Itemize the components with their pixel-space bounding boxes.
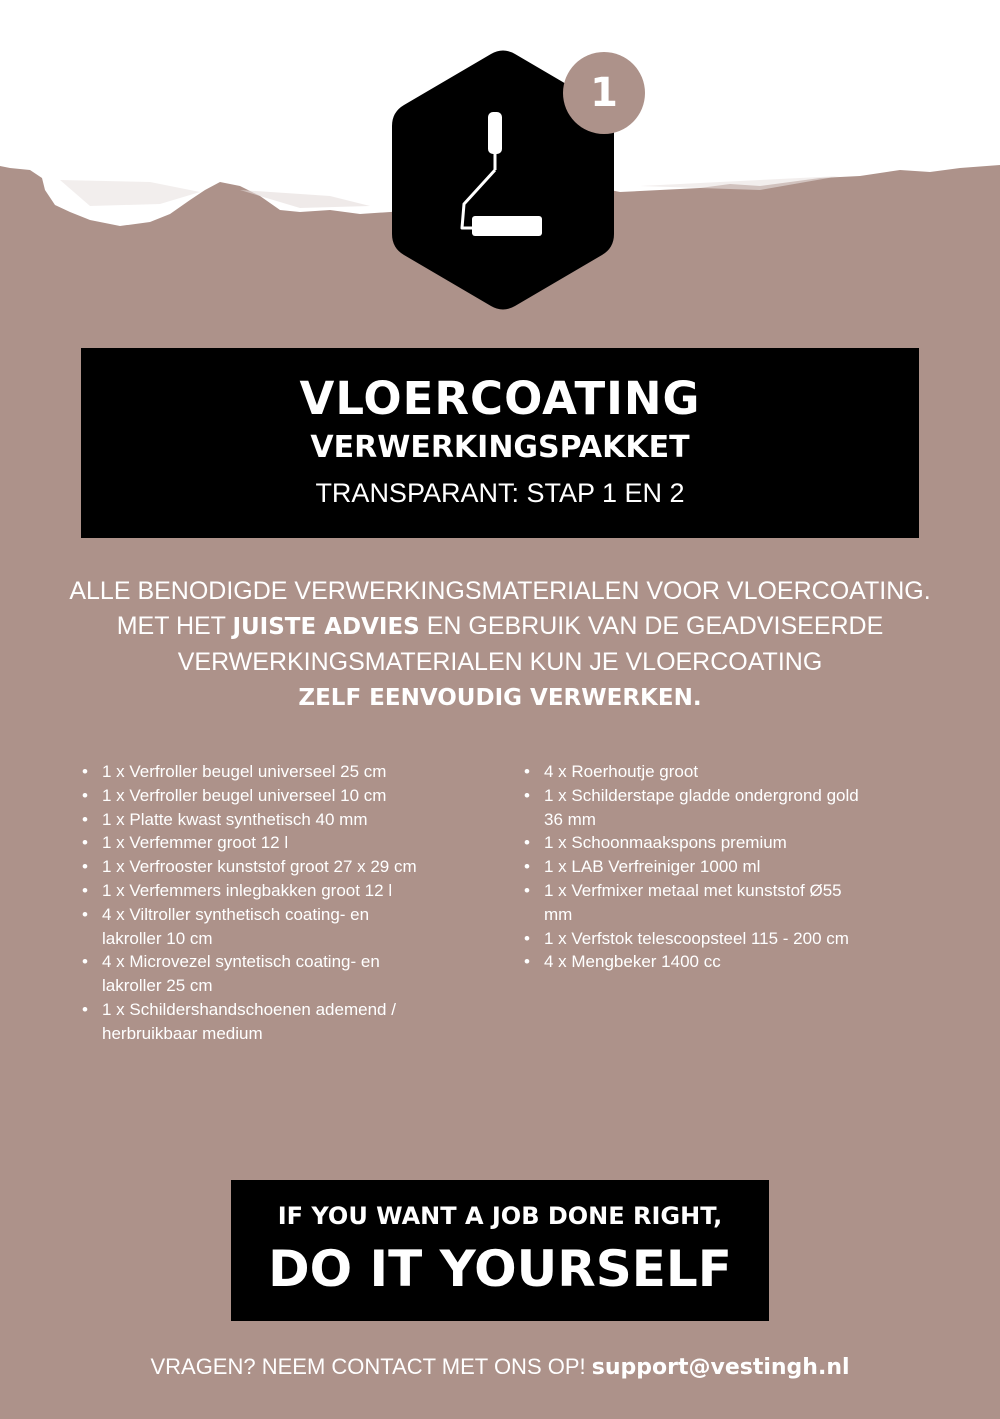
slogan-line-2: DO IT YOURSELF	[268, 1240, 732, 1298]
slogan-line-1: IF YOU WANT A JOB DONE RIGHT,	[277, 1202, 723, 1230]
materials-list-left	[82, 760, 442, 1046]
contact-line	[0, 1354, 1000, 1380]
contact-text: VRAGEN? NEEM CONTACT MET ONS OP!	[150, 1354, 592, 1379]
intro-paragraph	[60, 574, 940, 716]
list-item: • 1 x Verfroller beugel universeel 25 cm	[82, 760, 442, 784]
step-number-badge: 1	[563, 52, 645, 134]
list-item: • 1 x Verfmixer metaal met kunststof Ø55 mm	[524, 879, 844, 927]
page-title: VLOERCOATING	[299, 372, 701, 425]
list-item: • 4 x Microvezel syntetisch coating- en lakroller 25 cm	[82, 950, 402, 998]
list-item: • 1 x Schoonmaakspons premium	[524, 831, 904, 855]
intro-text-1: ALLE BENODIGDE VERWERKINGSMATERIALEN VOOR VLOERCOATING. MET HET	[69, 577, 931, 640]
list-item: • 1 x Schilderstape gladde ondergrond gold 36 mm	[524, 784, 864, 832]
intro-bold-1: JUISTE ADVIES	[232, 614, 420, 640]
list-item: • 1 x Platte kwast synthetisch 40 mm	[82, 808, 442, 832]
list-item: • 1 x Verfstok telescoopsteel 115 - 200 cm	[524, 927, 904, 951]
page-subtitle: VERWERKINGSPAKKET	[310, 430, 690, 465]
list-item: • 4 x Roerhoutje groot	[524, 760, 904, 784]
list-item: • 1 x Verfrooster kunststof groot 27 x 29 cm	[82, 855, 442, 879]
list-item: • 1 x Verfemmers inlegbakken groot 12 l	[82, 879, 442, 903]
slogan-box	[231, 1180, 769, 1321]
materials-list-right	[524, 760, 904, 974]
list-item: • 4 x Viltroller synthetisch coating- en lakroller 10 cm	[82, 903, 392, 951]
intro-text-2: EN GEBRUIK VAN DE GEADVISEERDE VERWERKINGSMATERIALEN KUN JE VLOERCOATING	[177, 612, 884, 676]
list-item: • 1 x Verfroller beugel universeel 10 cm	[82, 784, 442, 808]
list-item: • 4 x Mengbeker 1400 cc	[524, 950, 904, 974]
support-email-link[interactable]: support@vestingh.nl	[591, 1355, 850, 1380]
list-item: • 1 x Verfemmer groot 12 l	[82, 831, 442, 855]
page-step-label: TRANSPARANT: STAP 1 EN 2	[315, 478, 685, 508]
list-item: • 1 x Schildershandschoenen ademend / herbruikbaar medium	[82, 998, 432, 1046]
list-item: • 1 x LAB Verfreiniger 1000 ml	[524, 855, 904, 879]
intro-bold-2: ZELF EENVOUDIG VERWERKEN.	[298, 685, 702, 711]
